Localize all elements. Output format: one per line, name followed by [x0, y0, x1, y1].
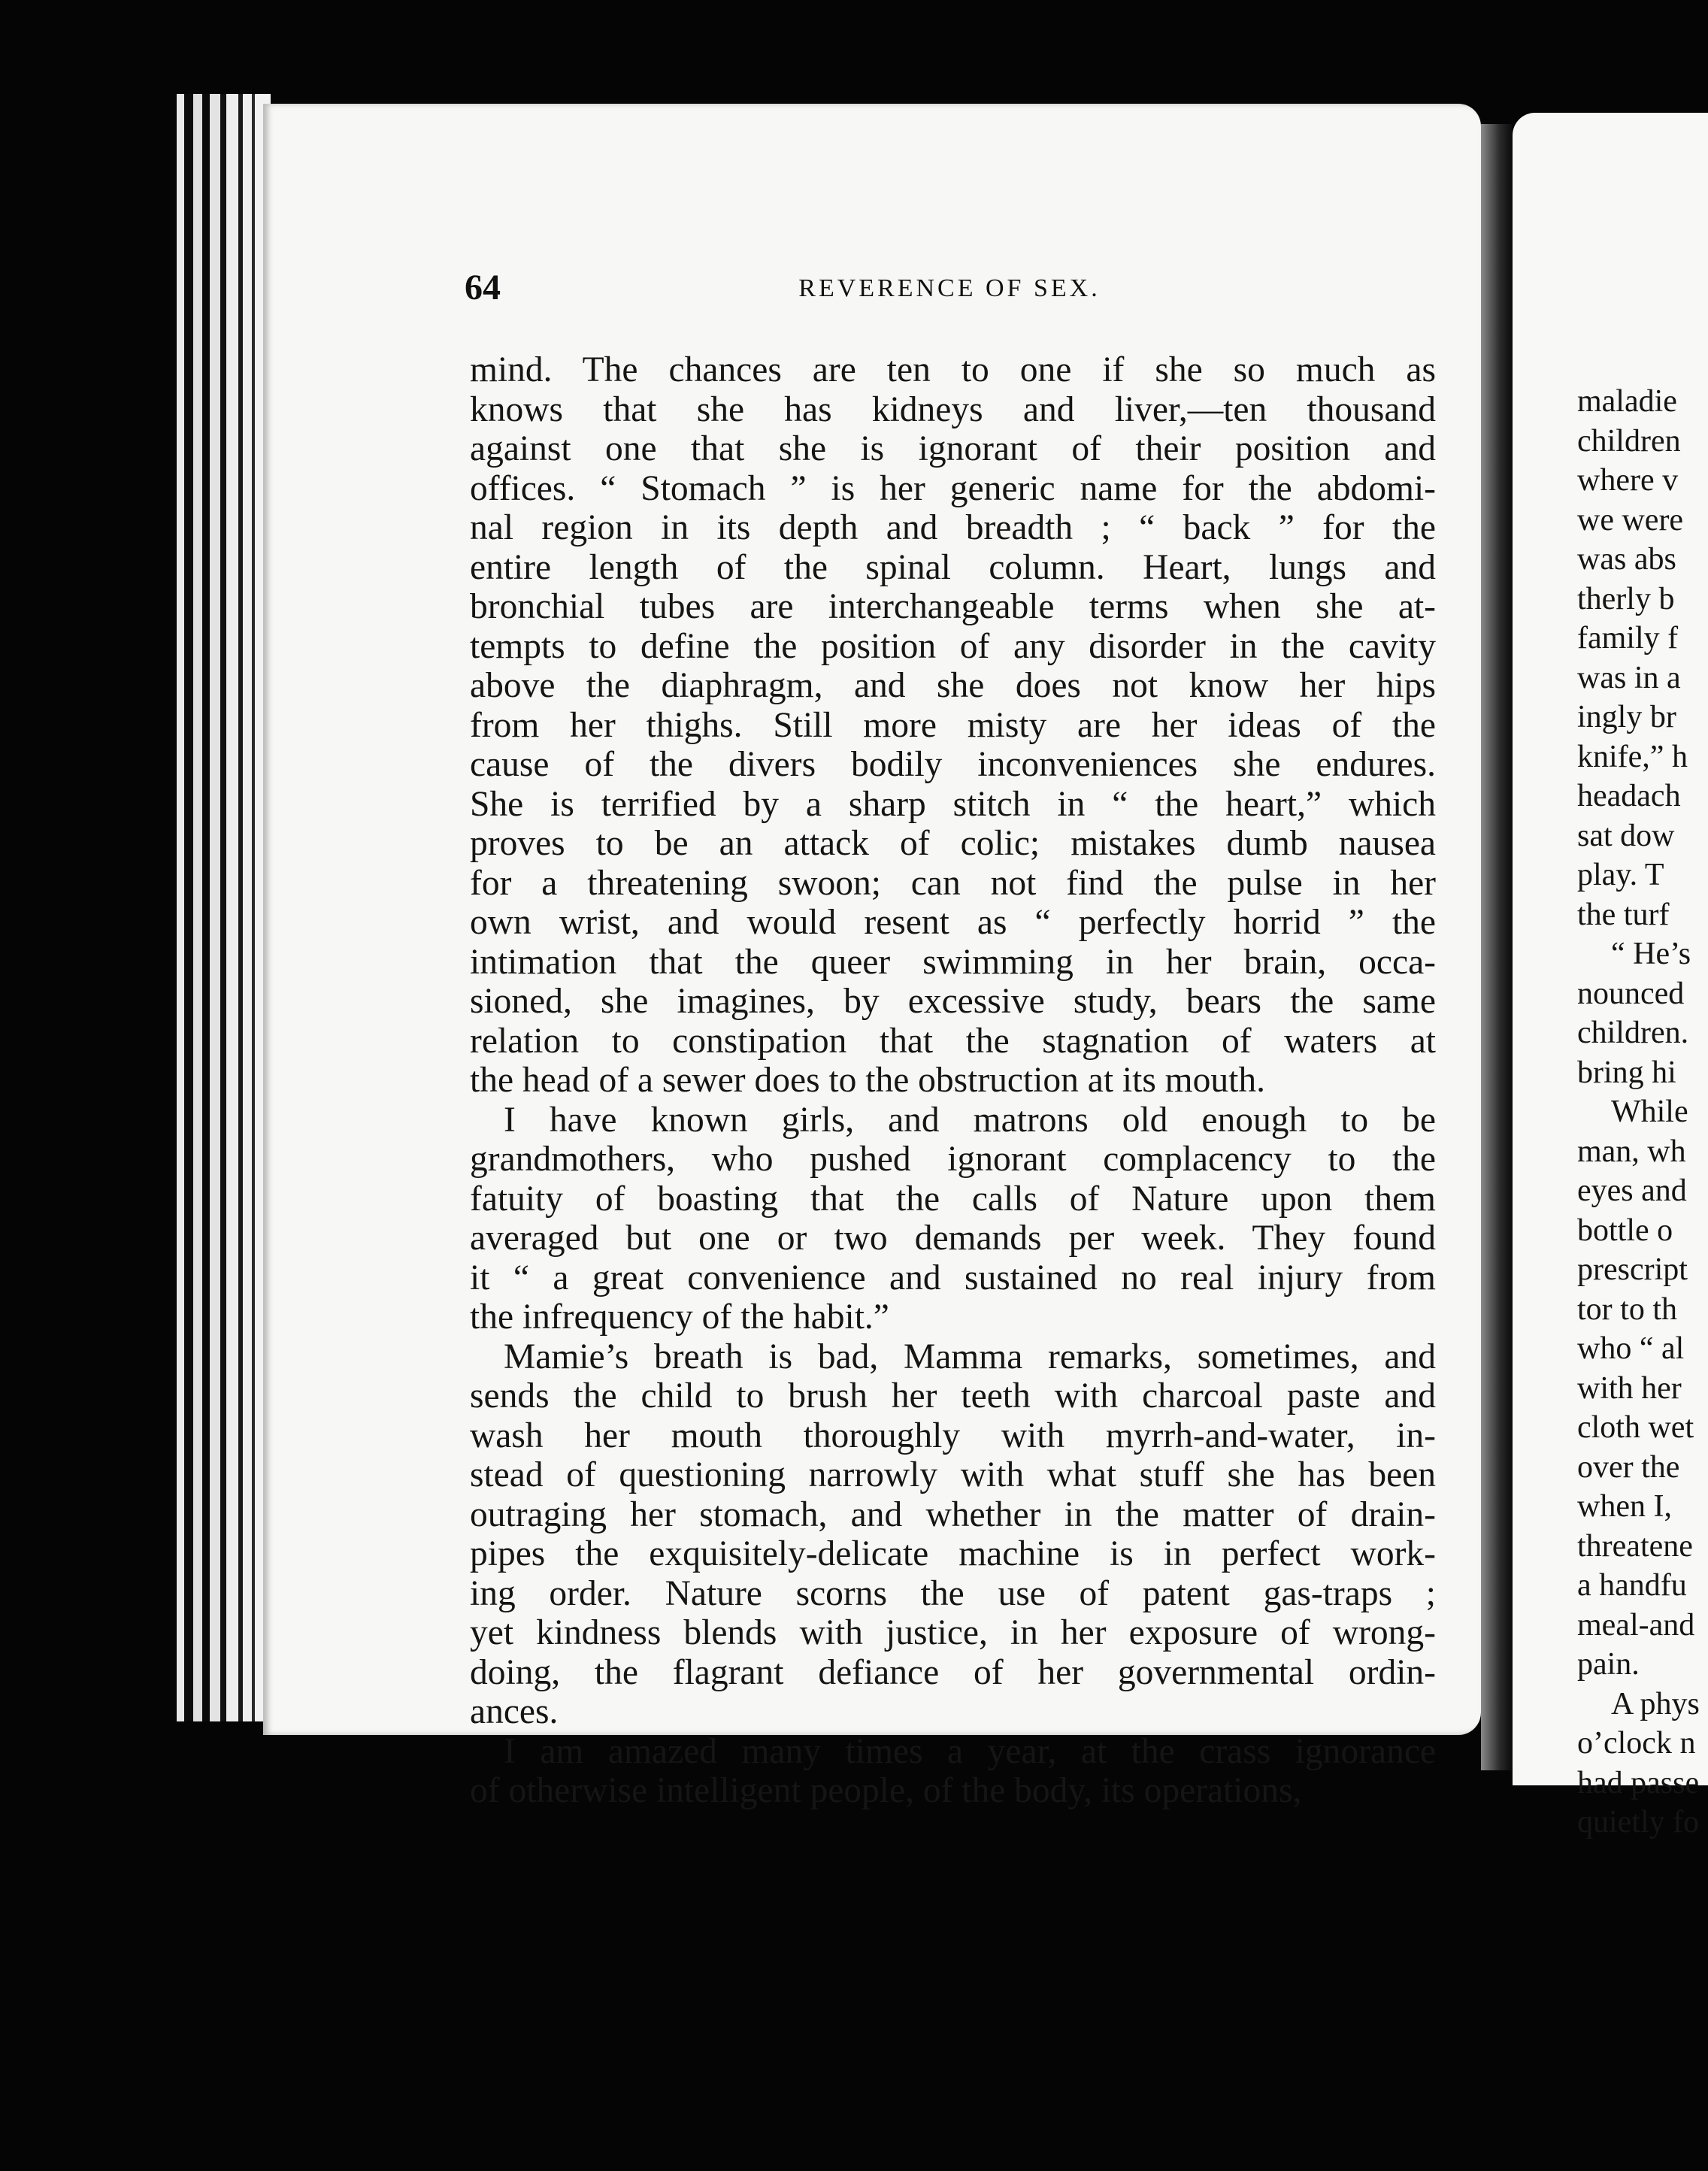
- facing-text-line: bottle o: [1577, 1213, 1673, 1248]
- text-line: ances.: [470, 1692, 559, 1731]
- facing-text-line: over the: [1577, 1449, 1680, 1485]
- text-line: proves to be an attack of colic; mistakes dumb nausea: [470, 824, 1436, 863]
- text-line: outraging her stomach, and whether in the matter of drain-: [470, 1494, 1436, 1534]
- book-page-edges: [177, 94, 271, 1721]
- text-line: wash her mouth thoroughly with myrrh-and-water, in-: [470, 1416, 1436, 1455]
- text-line: Mamie’s breath is bad, Mamma remarks, sometimes, and: [504, 1337, 1436, 1376]
- facing-text-line: ingly br: [1577, 700, 1676, 734]
- facing-text-line: “ He’s: [1611, 937, 1691, 971]
- page-number: 64: [465, 268, 501, 307]
- facing-text-line: children.: [1577, 1016, 1689, 1050]
- text-line: fatuity of boasting that the calls of Nature upon them: [470, 1179, 1436, 1219]
- facing-text-line: family f: [1577, 621, 1679, 656]
- text-line: relation to constipation that the stagnation of waters at: [470, 1021, 1436, 1061]
- text-line: intimation that the queer swimming in her brain, occa-: [470, 942, 1436, 982]
- text-line: stead of questioning narrowly with what stuff she has been: [470, 1455, 1436, 1494]
- text-line: sends the child to brush her teeth with charcoal paste and: [470, 1376, 1436, 1416]
- facing-text-line: a handfu: [1577, 1568, 1687, 1603]
- facing-text-line: children: [1577, 423, 1681, 459]
- text-line: offices. “ Stomach ” is her generic name for the abdomi-: [470, 468, 1436, 508]
- text-line: yet kindness blends with justice, in her exposure of wrong-: [470, 1613, 1436, 1652]
- facing-text-line: pain.: [1577, 1647, 1640, 1682]
- text-line: cause of the divers bodily inconveniences she endures.: [470, 745, 1436, 784]
- facing-text-line: maladie: [1577, 384, 1677, 419]
- facing-text-line: tor to th: [1577, 1291, 1677, 1327]
- page-header: [465, 267, 1434, 319]
- text-line: own wrist, and would resent as “ perfectly horrid ” the: [470, 903, 1436, 942]
- text-line: ing order. Nature scorns the use of patent gas-traps ;: [470, 1573, 1436, 1613]
- text-line: She is terrified by a sharp stitch in “ the heart,” which: [470, 784, 1436, 824]
- text-line: of otherwise intelligent people, of the body, its operations,: [470, 1771, 1302, 1810]
- running-head: REVERENCE OF SEX.: [798, 274, 1101, 302]
- text-line: tempts to define the position of any disorder in the cavity: [470, 626, 1436, 666]
- facing-text-line: o’clock n: [1577, 1726, 1696, 1761]
- book-gutter: [1481, 124, 1513, 1770]
- facing-text-line: cloth wet: [1577, 1410, 1694, 1445]
- facing-text-line: was in a: [1577, 660, 1681, 695]
- text-line: the head of a sewer does to the obstruction at its mouth.: [470, 1061, 1265, 1100]
- text-line: nal region in its depth and breadth ; “ back ” for the: [470, 508, 1436, 547]
- text-line: averaged but one or two demands per week. They found: [470, 1219, 1436, 1258]
- text-line: entire length of the spinal column. Heart, lungs and: [470, 547, 1436, 587]
- facing-text-line: eyes and: [1577, 1173, 1687, 1208]
- facing-text-line: play. T: [1577, 858, 1664, 892]
- body-text: [470, 350, 1436, 1811]
- text-line: pipes the exquisitely-delicate machine is in perfect work-: [470, 1534, 1436, 1573]
- text-line: bronchial tubes are interchangeable terms when she at-: [470, 587, 1436, 626]
- text-line: the infrequency of the habit.”: [470, 1297, 889, 1337]
- facing-text-line: was abs: [1577, 542, 1676, 577]
- facing-text-line: who “ al: [1577, 1331, 1685, 1366]
- facing-text-line: therly b: [1577, 581, 1675, 616]
- text-line: I have known girls, and matrons old enough to be: [504, 1100, 1436, 1140]
- text-line: mind. The chances are ten to one if she so much as: [470, 350, 1436, 389]
- facing-text-line: meal-and: [1577, 1607, 1695, 1643]
- facing-text-line: A phys: [1611, 1686, 1700, 1721]
- facing-text-line: when I,: [1577, 1489, 1672, 1524]
- text-line: doing, the flagrant defiance of her governmental ordin-: [470, 1652, 1436, 1692]
- facing-text-line: headach: [1577, 779, 1681, 813]
- text-line: against one that she is ignorant of their position and: [470, 429, 1436, 468]
- text-line: from her thighs. Still more misty are her ideas of the: [470, 705, 1436, 745]
- text-line: I am amazed many times a year, at the crass ignorance: [504, 1731, 1436, 1771]
- facing-text-line: prescript: [1577, 1252, 1688, 1287]
- text-line: knows that she has kidneys and liver,—ten thousand: [470, 389, 1436, 429]
- facing-text-line: knife,” h: [1577, 739, 1688, 774]
- text-line: sioned, she imagines, by excessive study, bears the same: [470, 982, 1436, 1021]
- facing-text-line: nounced: [1577, 976, 1685, 1011]
- facing-text-line: with her: [1577, 1370, 1682, 1406]
- facing-text-line: sat dow: [1577, 818, 1675, 853]
- text-line: it “ a great convenience and sustained no real injury from: [470, 1258, 1436, 1297]
- facing-text-line: the turf: [1577, 897, 1670, 932]
- facing-text-line: we were: [1577, 502, 1684, 537]
- facing-page-text: [1577, 382, 1708, 1842]
- facing-text-line: quietly fo: [1577, 1805, 1700, 1839]
- facing-text-line: had passe: [1577, 1765, 1700, 1800]
- text-line: grandmothers, who pushed ignorant complacency to the: [470, 1140, 1436, 1179]
- text-line: for a threatening swoon; can not find the pulse in her: [470, 863, 1436, 903]
- facing-text-line: bring hi: [1577, 1055, 1676, 1090]
- facing-text-line: While: [1611, 1095, 1688, 1129]
- facing-text-line: man, wh: [1577, 1134, 1686, 1169]
- text-line: above the diaphragm, and she does not know her hips: [470, 666, 1436, 705]
- facing-text-line: where v: [1577, 463, 1679, 498]
- facing-text-line: threatene: [1577, 1528, 1693, 1564]
